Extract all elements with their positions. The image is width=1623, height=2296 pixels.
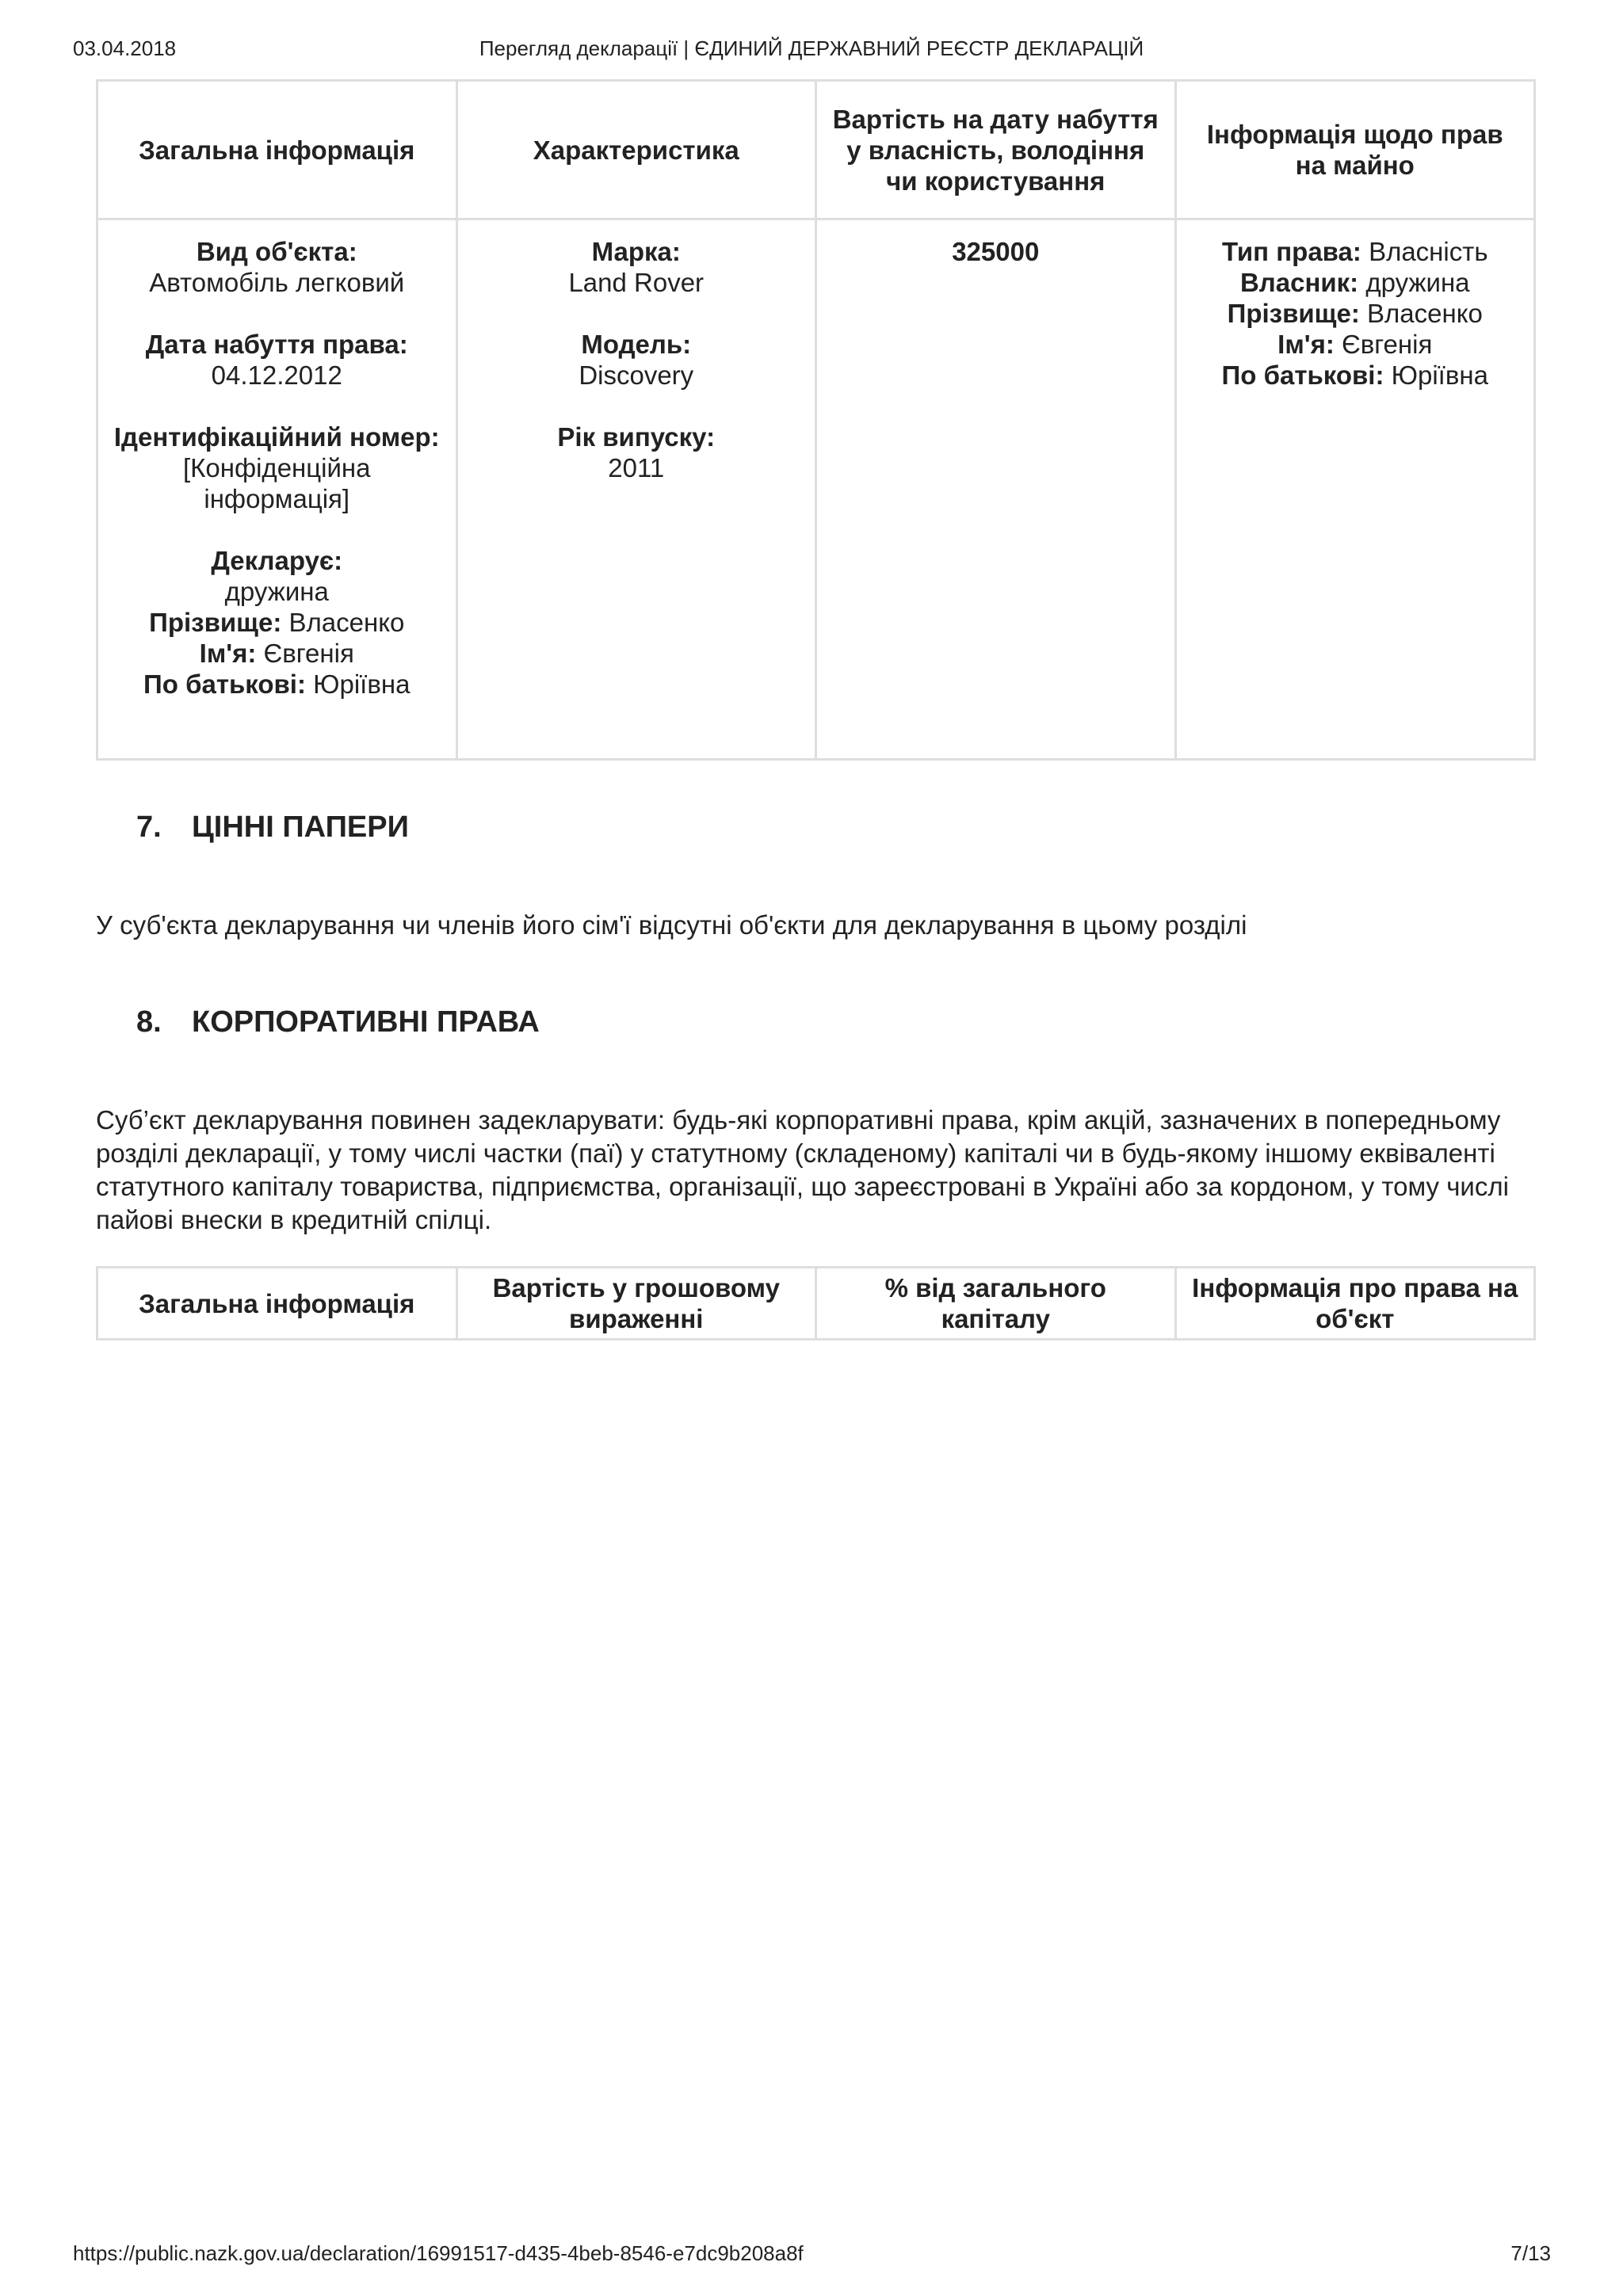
field-value: Land Rover	[568, 268, 705, 297]
column-header-capital-share: % від загального капіталу	[816, 1268, 1176, 1340]
corporate-rights-table	[96, 1266, 1536, 1341]
field-label: Власник:	[1239, 268, 1359, 297]
characteristic-cell	[456, 219, 816, 760]
section-heading: ЦІННІ ПАПЕРИ	[192, 810, 409, 844]
field-label: Модель:	[581, 330, 692, 359]
field-value: Євгенія	[263, 639, 354, 668]
section-8-text: Суб’єкт декларування повинен задекларувати: будь-які корпоративні права, крім акцій, зазначених в попередньому розділі декларації, у тому числі частки (паї) у статутному (складеному) капіталі чи в будь-якому іншому еквіваленті статутного капіталу товариства, підприємства, організації, що зареєстровані в Україні або за кордоном, у тому числі пайові внески в кредитній спілці.	[96, 1105, 1509, 1234]
column-header-general: Загальна інформація	[97, 1268, 457, 1340]
field-label: Прізвище:	[149, 608, 282, 637]
field-value: Власенко	[288, 608, 405, 637]
column-header-money-value: Вартість у грошовому вираженні	[456, 1268, 816, 1340]
page-header-date: 03.04.2018	[73, 36, 177, 60]
section-7-text: У суб'єкта декларування чи членів його сім'ї відсутні об'єкти для декларування в цьому розділі	[96, 910, 1247, 940]
column-header-cost: Вартість на дату набуття у власність, володіння чи користування	[816, 81, 1176, 219]
section-heading: КОРПОРАТИВНІ ПРАВА	[192, 1005, 540, 1039]
page-header-title: Перегляд декларації | ЄДИНИЙ ДЕРЖАВНИЙ РЕЄСТР ДЕКЛАРАЦІЙ	[479, 36, 1144, 60]
field-value: Юріївна	[313, 669, 411, 699]
field-label: По батькові:	[143, 669, 306, 699]
field-value: дружина	[1365, 268, 1470, 297]
vehicle-table	[96, 79, 1536, 761]
field-value: Discovery	[579, 360, 694, 390]
field-label: Рік випуску:	[557, 422, 716, 452]
id-number-block	[111, 421, 443, 514]
cost-value: 325000	[952, 237, 1040, 266]
declarant-block	[111, 545, 443, 700]
field-label: Дата набуття права:	[145, 330, 408, 359]
field-label: Ідентифікаційний номер:	[113, 422, 440, 452]
field-label: Прізвище:	[1227, 299, 1360, 328]
field-value: Євгенія	[1342, 330, 1433, 359]
column-header-rights: Інформація щодо прав на майно	[1175, 81, 1535, 219]
section-number: 8.	[136, 1005, 162, 1039]
field-value: Автомобіль легковий	[149, 268, 405, 297]
column-header-rights: Інформація про права на об'єкт	[1175, 1268, 1535, 1340]
cost-cell	[816, 219, 1176, 760]
field-label: По батькові:	[1221, 360, 1384, 390]
field-label: Марка:	[591, 237, 681, 266]
field-value: 04.12.2012	[211, 360, 342, 390]
table-row	[97, 219, 1535, 760]
brand-block	[471, 236, 803, 298]
general-info-cell	[97, 219, 457, 760]
column-header-characteristic: Характеристика	[456, 81, 816, 219]
field-label: Тип права:	[1221, 237, 1361, 266]
section-number: 7.	[136, 810, 162, 844]
model-block	[471, 329, 803, 391]
acquired-date-block	[111, 329, 443, 391]
table-header-row	[97, 81, 1535, 219]
page-footer-url: https://public.nazk.gov.ua/declaration/16991517-d435-4beb-8546-e7dc9b208a8f	[73, 2241, 804, 2265]
section-8-title	[136, 1005, 540, 1039]
field-value: 2011	[608, 453, 665, 482]
field-value: Власність	[1369, 237, 1488, 266]
field-label: Ім'я:	[199, 639, 257, 668]
section-7-title	[136, 810, 409, 845]
field-value: [Конфіденційна інформація]	[182, 453, 371, 513]
year-block	[471, 421, 803, 483]
field-value: Власенко	[1367, 299, 1483, 328]
column-header-general: Загальна інформація	[97, 81, 457, 219]
page-footer-page-number: 7/13	[1510, 2241, 1551, 2265]
field-value: Юріївна	[1391, 360, 1488, 390]
table-header-row	[97, 1268, 1535, 1340]
field-value: дружина	[224, 577, 329, 606]
rights-cell	[1175, 219, 1535, 760]
field-label: Вид об'єкта:	[196, 237, 357, 266]
object-type-block	[111, 236, 443, 298]
field-label: Декларує:	[211, 546, 343, 575]
field-label: Ім'я:	[1277, 330, 1335, 359]
